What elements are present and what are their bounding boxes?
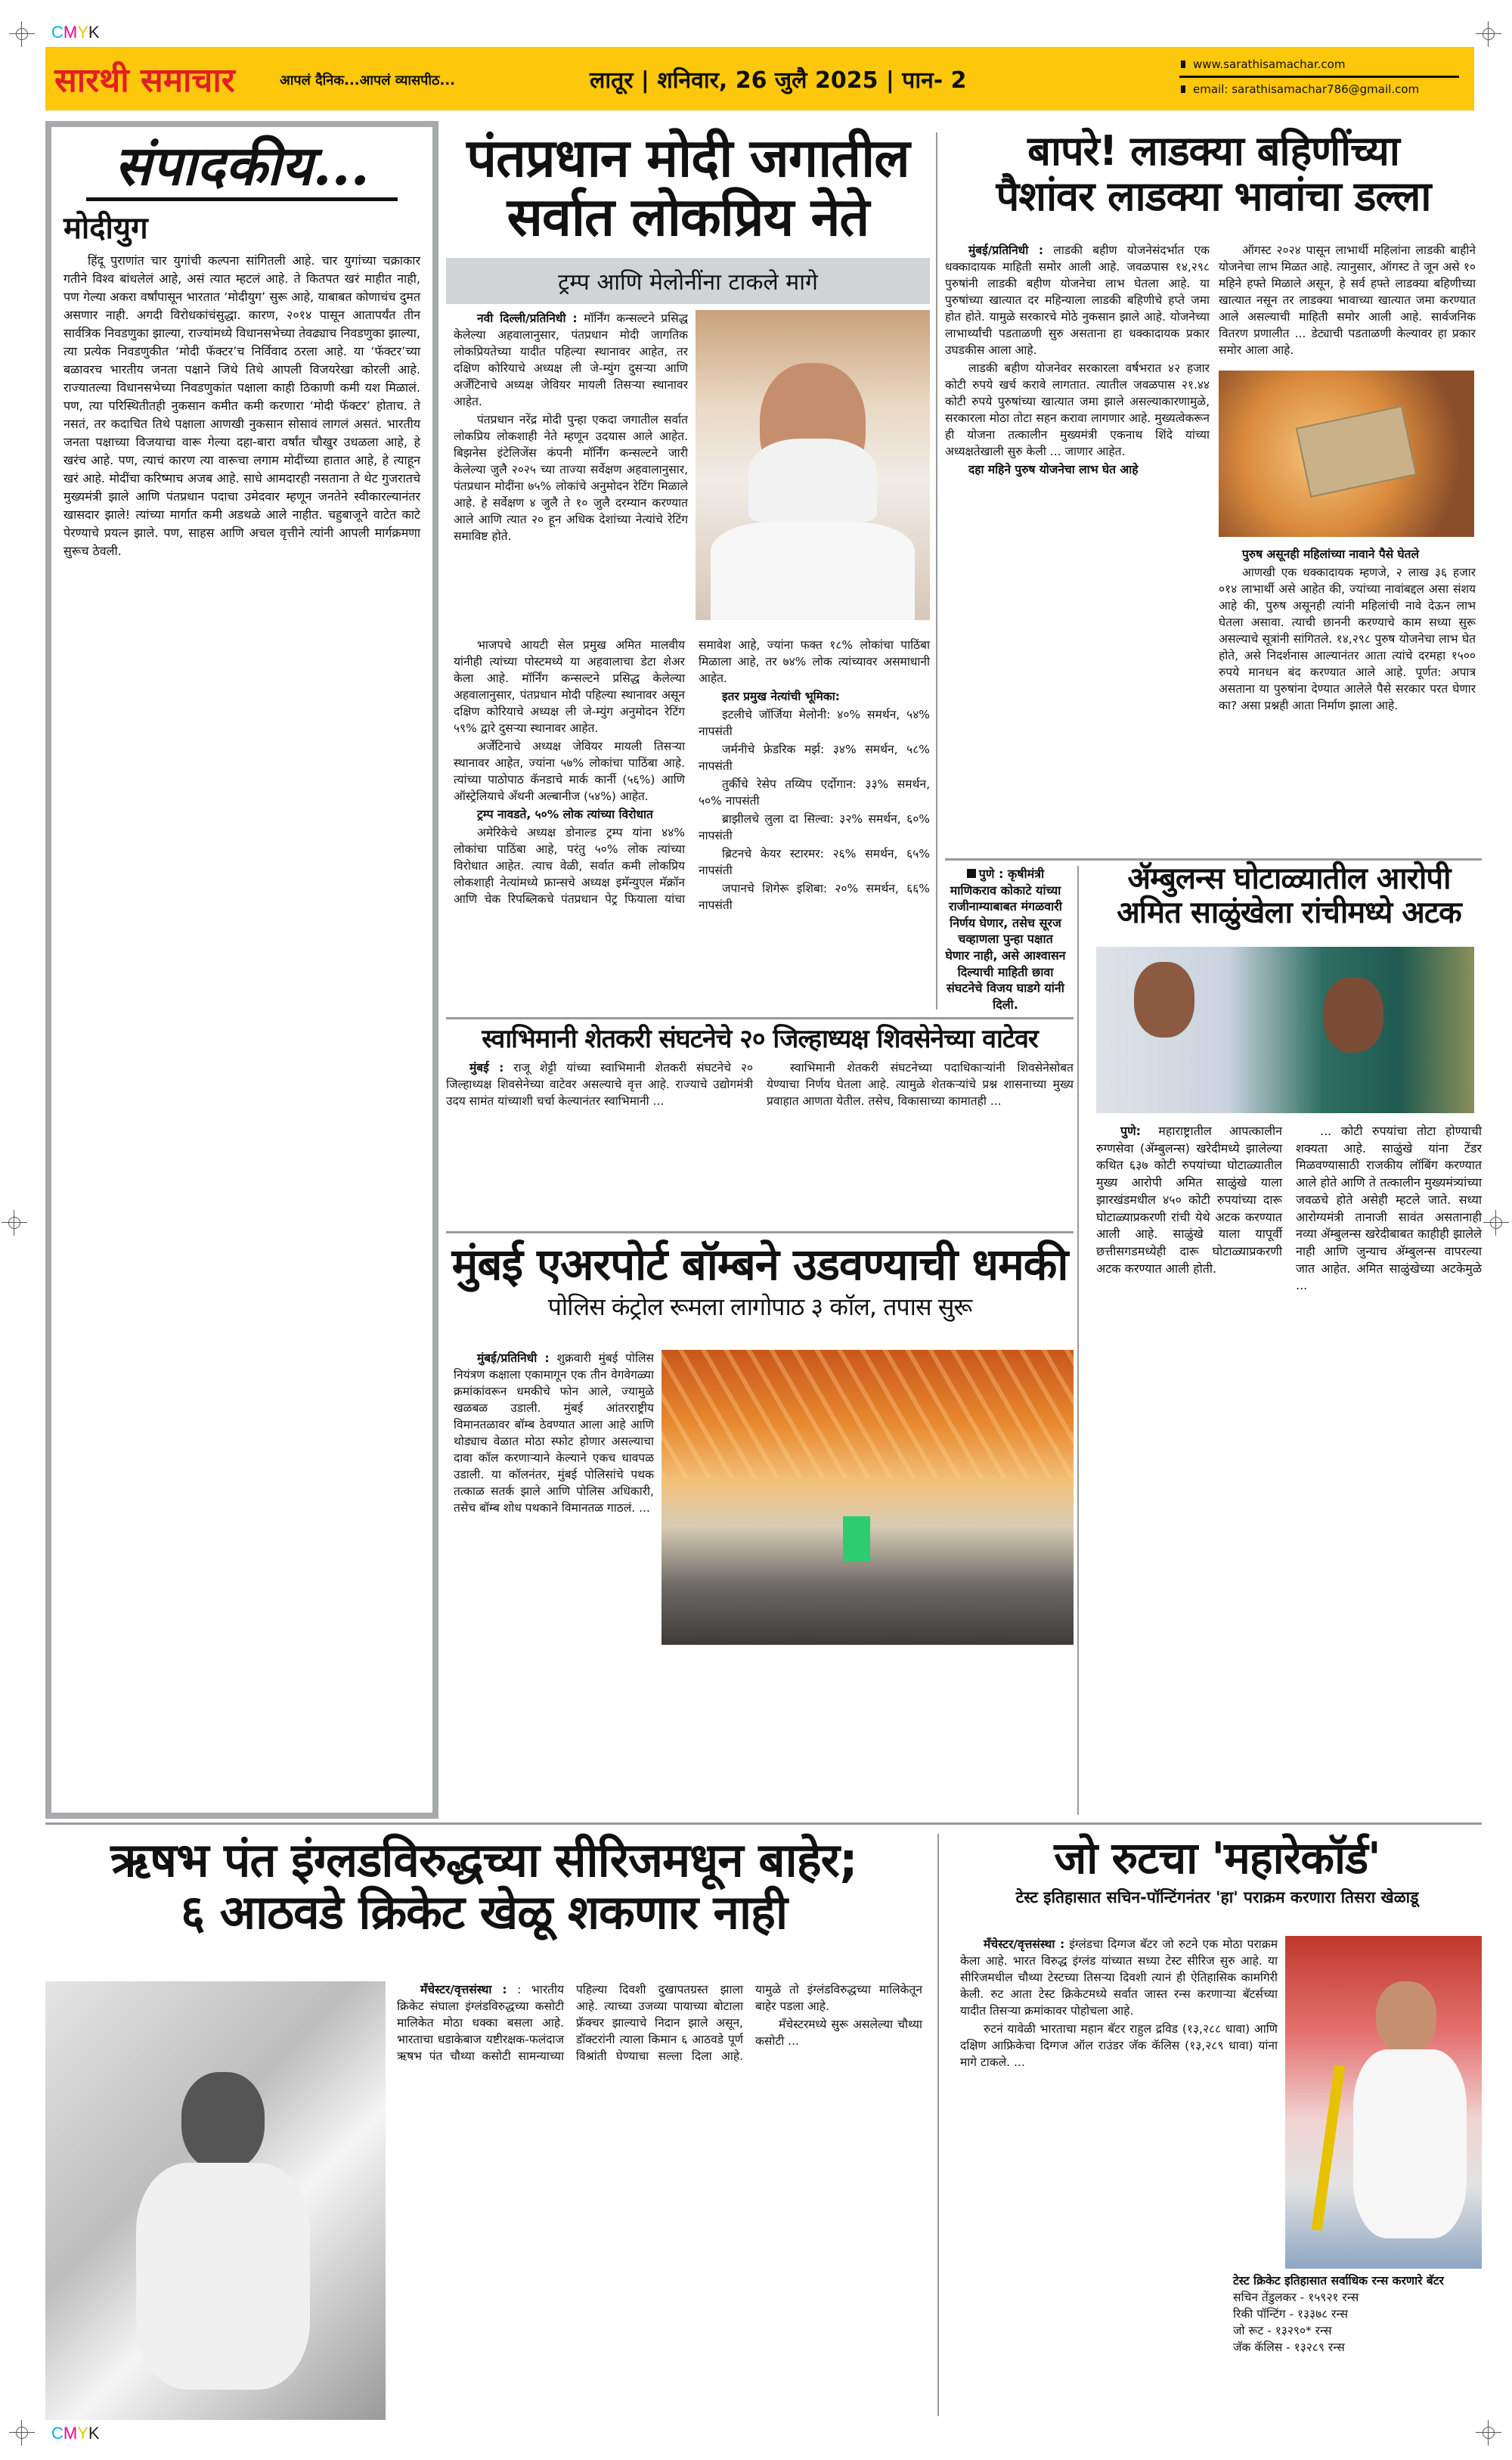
list-item: तुर्कीचे रेसेप तय्यिप एर्दोगान: ३३% समर्थन, ५०% नापसंती: [699, 777, 930, 808]
paragraph: ऑगस्ट २०२४ पासून लाभार्थी महिलांना लाडकी बाहीने योजनेचा लाभ मिळत आहे. त्यानुसार, ऑगस्ट ते जून असे १० महिने हफ्ते मिळाले असून, हे सर्व हफ्ते लाडक्या बहिणीच्या खात्यात नसून तर लाडक्या भावाच्या खात्यात जमा करण्यात आले असल्याची माहिती समोर आली आहे. सार्वजनिक वितरण प्रणालीत ... डेट्याची पडताळणी केल्यावर हा प्रकार समोर आला आहे.: [1219, 244, 1476, 357]
cmyk-strip: CMYK: [51, 23, 100, 42]
divider: [45, 1823, 1482, 1825]
article-airport-threat: [446, 1240, 1074, 1819]
paragraph: मँचेस्टर/वृत्तसंस्था : इंग्लंडचा दिग्गज बॅटर जो रुटने एक मोठा पराक्रम केला आहे. भारत विरुद्ध इंग्लंड यांच्यात सध्या टेस्ट सीरिज सुरु आहे. या सीरिजमधील चौथ्या टेस्टच्या तिसऱ्या दिवशी त्यानं ही ऐतिहासिक कामगिरी केली. रुट आता टेस्ट क्रिकेटमध्ये सर्वात जास्त रन्स करणाऱ्या बॅटर्सच्या यादीत तिसऱ्या क्रमांकावर पोहोचला आहे.: [960, 1937, 1278, 2018]
paragraph: अमेरिकेचे अध्यक्ष डोनाल्ड ट्रम्प यांना ४४% लोकांचा पाठिंबा आहे, परंतु ५०% लोक त्यांच्या विरोधात आहेत. त्याच वेळी, सर्वात कमी लोकप्रिय लोकशाही नेत्यांमध्ये फ्रान्सचे अध्यक्ष इमॅन्युएल मॅक्रॉन आणि चेक रिपब्लिकचे पंतप्रधान पेट्र फियाला यांचा समावेश आहे, ज्यांना फक्त १८% लोकांचा पाठिंबा मिळाला आहे, तर ७४% लोक त्यांच्यावर असमाधानी आहेत.: [454, 638, 930, 906]
paragraph: पंतप्रधान नरेंद्र मोदी पुन्हा एकदा जगातील सर्वात लोकप्रिय लोकशाही नेते म्हणून उदयास आले आहेत. बिझनेस इंटेलिजेंस कंपनी मॉर्निंग कन्सल्टने जारी केलेल्या जुलै २०२५ च्या ताज्या सर्वेक्षण अहवालानुसार, पंतप्रधान मोदींना ७५% लोकांचे अनुमोदन रेटिंग मिळाले आहे. हे सर्वेक्षण ४ जुलै ते १० जुलै दरम्यान करण्यात आले आणि त्यात २० हून अधिक देशांच्या नेत्यांचे रेटिंग समाविष्ट होते.: [454, 413, 688, 543]
section-title: संपादकीय...: [86, 135, 398, 201]
list-item: इटलीचे जॉर्जिया मेलोनी: ४०% समर्थन, ५४% नापसंती: [699, 708, 930, 738]
subheading: पुरुष असूनही महिलांच्या नावाने पैसे घेतले: [1242, 548, 1420, 561]
article-body-cols: [454, 637, 930, 1011]
article-body-col1: [454, 310, 688, 631]
subheadline: ट्रम्प आणि मेलोनींना टाकले मागे: [446, 258, 930, 304]
registration-mark: [1483, 1210, 1509, 1236]
article-body-col1: [945, 242, 1210, 855]
dateline: लातूर | शनिवार, 26 जुलै 2025 | पान- 2: [590, 67, 967, 94]
cmyk-strip: CMYK: [51, 2424, 100, 2443]
registration-mark: [9, 21, 35, 47]
list-item: ब्राझीलचे लुला दा सिल्वा: ३२% समर्थन, ६०% नापसंती: [699, 812, 930, 842]
masthead: [45, 47, 1474, 110]
article-body: [446, 1059, 1074, 1211]
headline: स्वाभिमानी शेतकरी संघटनेचे २० जिल्हाध्यक्ष शिवसेनेच्या वाटेवर: [482, 1024, 1038, 1054]
list-item: रिकी पॉन्टिंग - १३३७८ रन्स: [1233, 2307, 1348, 2321]
modi-photo: [696, 310, 930, 620]
headline: ॲम्बुलन्स घोटाळ्यातील आरोपी अमित साळुंखेला रांचीमध्ये अटक: [1117, 861, 1461, 930]
newspaper-logo: सारथी समाचार: [54, 61, 235, 100]
list-item: सचिन तेंडुलकर - १५९२१ रन्स: [1233, 2291, 1359, 2304]
bullet-icon: [967, 869, 976, 878]
article-body-col2: [1219, 242, 1476, 363]
paragraph: मुंबई : राजू शेट्टी यांच्या स्वाभिमानी शेतकरी संघटनेचे २० जिल्हाध्यक्ष शिवसेनेच्या वाटेवर असल्याचे वृत्त आहे. राज्याचे उद्योगमंत्री उदय सामंत यांच्याशी चर्चा केल्यानंतर स्वाभिमानी ...: [446, 1061, 754, 1109]
divider: [945, 858, 1482, 861]
paragraph: रुटनं यावेळी भारताचा महान बॅटर राहुल द्रविड (१३,२८८ धावा) आणि दक्षिण आफ्रिकेचा दिग्गज ऑल राउंडर जॅक कॅलिस (१३,२८९ धावा) यांना मागे टाकले. ...: [960, 2022, 1278, 2069]
article-body: [960, 1936, 1278, 2269]
registration-mark: [1476, 21, 1501, 47]
article-body-col1: [454, 1350, 654, 1645]
paragraph: लाडकी बहीण योजनेवर सरकारला वर्षभरात ४२ हजार कोटी रुपये खर्च करावे लागतात. त्यातील जवळपास २१.४४ कोटी रुपये पुरुषांच्या खात्यात जमा झाले असल्याकारणामुळे, सरकारला मोठा तोटा सहन करावा लागणार आहे. मुख्यत्वेकरून ही योजना तत्कालीन मुख्यमंत्री एकनाथ शिंदे यांच्या अध्यक्षतेखाली सुरु केली ... जाणार आहेत.: [945, 361, 1210, 458]
subheading: ट्रम्प नावडते, ५०% लोक त्यांच्या विरोधात: [477, 808, 653, 821]
subheadline: पोलिस कंट्रोल रूमला लागोपाठ ३ कॉल, तपास सुरू: [547, 1292, 972, 1321]
editorial-body: [64, 252, 420, 560]
subheadline: टेस्ट इतिहासात सचिन-पॉन्टिंगनंतर 'हा' पराक्रम करणारा तिसरा खेळाडू: [1015, 1888, 1419, 1906]
email-link[interactable]: email: sarathisamachar786@gmail.com: [1179, 79, 1459, 99]
headline: पंतप्रधान मोदी जगातील सर्वात लोकप्रिय नेते: [466, 127, 909, 249]
divider: [1179, 76, 1459, 78]
paragraph: अर्जेंटिनाचे अध्यक्ष जेवियर मायली तिसऱ्या स्थानावर आहेत, ज्यांना ५७% लोकांचा पाठिंबा आहे. त्यांच्या पाठोपाठ कॅनडाचे मार्क कार्नी (५६%) आणि ऑस्ट्रेलियाचे अँथनी अल्बानीज (५४%) आहेत.: [454, 740, 685, 803]
paragraph: मँचेस्टर/वृत्तसंस्था : : भारतीय क्रिकेट संघाला इंग्लंडविरुद्धच्या कसोटी मालिकेत मोठा धक्का बसला आहे. भारताचा धडाकेबाज यष्टीरक्षक-फलंदाज ऋषभ पंत चौथ्या कसोटी सामन्याच्या पहिल्या दिवशी दुखापतग्रस्त झाला आहे. त्याच्या उजव्या पायाच्या बोटाला फ्रॅक्चर झाल्याचे निदान झाले असून, डॉक्टरांनी त्याला किमान ६ आठवडे पूर्ण विश्रांती घेण्याचा सल्ला दिला आहे. यामुळे तो इंग्लंडविरुद्धच्या मालिकेतून बाहेर पडला आहे.: [397, 1983, 922, 2063]
website-link[interactable]: www.sarathisamachar.com: [1179, 54, 1459, 74]
article-body: [1096, 1123, 1482, 1815]
money-hands-photo: [1219, 371, 1474, 537]
stats-title: टेस्ट क्रिकेट इतिहासात सर्वाधिक रन्स करणारे बॅटर: [1233, 2274, 1444, 2288]
editorial-headline: मोदीयुग: [64, 210, 148, 246]
registration-mark: [1476, 2420, 1501, 2446]
column-divider: [936, 132, 937, 1010]
tagline: आपलं दैनिक...आपलं व्यासपीठ...: [280, 73, 456, 88]
article-ladki-bahin: [945, 129, 1482, 855]
article-swabhimani: [446, 1025, 1074, 1225]
paragraph: आणखी एक धक्कादायक म्हणजे, २ लाख ३६ हजार ०१४ लाभार्थी असे आहेत की, ज्यांच्या नावांबद्दल असा संशय आहे की, पुरुष असूनही त्यांनी महिलांची नावे देऊन लाभ घेतला असावा. त्याची छाननी करण्याचे काम सध्या सुरू असल्याचे सूत्रांनी सांगितले. १४,२९८ पुरुष योजनेचा लाभ घेत होते, असे निदर्शनास आल्यानंतर आता त्यांचे दरमहा १५०० रुपये मानधन बंद करण्यात आले आहे. पूर्णत: अपात्र असताना या पुरुषांना देण्यात आलेले पैसे सरकार परत घेणार का? असा प्रश्नही आता निर्माण झाला आहे.: [1219, 566, 1476, 712]
column-divider: [1077, 866, 1079, 1815]
paragraph: मुंबई/प्रतिनिधी : लाडकी बहीण योजनेसंदर्भात एक धक्कादायक माहिती समोर आली आहे. जवळपास १४,२९८ पुरुषांनी लाडकी बहीण योजनेचा लाभ घेतला आहे. या पुरुषांच्या खात्यात दर महिन्याला लाडकी बहिणीचे हप्ते जमा होत होते. यामुळे सरकारचे मोठे नुकसान झाले आहे. योजनेच्या लाभार्थ्यांची पडताळणी सुरु असताना हा धक्कादायक प्रकार उघडकीस आला आहे.: [945, 244, 1210, 357]
divider: [446, 1017, 1074, 1019]
news-brief-pune: पुणे : कृषीमंत्री माणिकराव कोकाटे यांच्या राजीनाम्याबाबत मंगळवारी निर्णय घेणार, तसेच सूरज चव्हाणला पुन्हा पक्षात घेणार नाही, असे आश्वासन दिल्याची माहिती छावा संघटनेचे विजय घाडगे यांनी दिली.: [945, 867, 1066, 1012]
paragraph: नवी दिल्ली/प्रतिनिधी : मॉर्निंग कन्सल्टने प्रसिद्ध केलेल्या अहवालानुसार, पंतप्रधान मोदी जागतिक लोकप्रियतेच्या यादीत पहिल्या स्थानावर आहेत, तर दक्षिण कोरियाचे अध्यक्ष ली जे-म्युंग दुसऱ्या आणि अर्जेंटिनाचे अध्यक्ष जेवियर मायली तिसऱ्या स्थानावर आहेत.: [454, 312, 688, 408]
paragraph: मुंबई/प्रतिनिधी : शुक्रवारी मुंबई पोलिस नियंत्रण कक्षाला एकामागून एक तीन वेगवेगळ्या क्रमांकांवरून धमकीचे फोन आले, ज्यामुळे खळबळ उडाली. मुंबई आंतरराष्ट्रीय विमानतळावर बॉम्ब ठेवण्यात आला आहे आणि थोड्याच वेळात मोठा स्फोट होणार असल्याचा दावा कॉल करणाऱ्याने केल्याने एकच धावपळ उडाली. या कॉलनंतर, मुंबई पोलिसांचे पथक तत्काळ सतर्क झाले आणि पोलिस अधिकारी, तसेच बॉम्ब शोध पथकाने विमानतळ गाठलं. ...: [454, 1351, 654, 1515]
headline: ऋषभ पंत इंग्लडविरुद्धच्या सीरिजमधून बाहेर; ६ आठवडे क्रिकेट खेळू शकणार नाही: [110, 1832, 857, 1940]
registration-mark: [2, 1210, 27, 1236]
list-item: ब्रिटनचे केयर स्टारमर: २६% समर्थन, ६५% नापसंती: [699, 847, 930, 877]
paragraph: ... कोटी रुपयांचा तोटा होण्याची शक्यता आहे. साळुंखे यांना टेंडर मिळवण्यासाठी राजकीय लॉबिंग करण्यात आले होते आणि ते तत्कालीन मुख्यमंत्र्यांच्या जवळचे होते असेही म्हटले जाते. सध्या आरोग्यमंत्री तानाजी सावंत असतानाही नव्या ॲम्बुलन्स खरेदीबाबत काहीही झालेले नाही आणि जुन्याच ॲम्बुलन्स वापरल्या जात आहेत. अमित साळुंखेच्या अटकेमुळे ...: [1296, 1124, 1482, 1293]
list-item: जर्मनीचे फ्रेडरिक मर्झ: ३४% समर्थन, ५८% नापसंती: [699, 743, 930, 773]
headline: बापरे! लाडक्या बहिणींच्या पैशांवर लाडक्या भावांचा डल्ला: [996, 127, 1431, 221]
subheading: इतर प्रमुख नेत्यांची भूमिका:: [722, 690, 840, 703]
article-body-col2b: [1219, 546, 1476, 856]
paragraph: स्वाभिमानी शेतकरी संघटनेच्या पदाधिकाऱ्यांनी शिवसेनेसोबत येण्याचा निर्णय घेतला आहे. त्यामुळे शेतकऱ्यांचे प्रश्न शासनाच्या मुख्य प्रवाहात आणता येतील. तसेच, विकासाच्या कामातही ...: [767, 1061, 1074, 1109]
article-pant: [45, 1834, 922, 2424]
paragraph: पुणे: महाराष्ट्रातील आपत्कालीन रुग्णसेवा (ॲम्बुलन्स) खरेदीमध्ये झालेल्या कथित ६३७ कोटी रुपयांच्या घोटाळ्यातील मुख्य आरोपी अमित साळुंखे याला झारखंडमधील ४५० कोटी रुपयांच्या दारू घोटाळ्याप्रकरणी रांची येथे अटक करण्यात आली आहे. साळुंखे याला यापूर्वी छत्तीसगडमध्येही दारू घोटाळ्याप्रकरणी अटक करण्यात आली होती.: [1096, 1124, 1282, 1276]
article-ambulance: [1096, 862, 1482, 1819]
list-item: जॅक कॅलिस - १३२८९ रन्स: [1233, 2341, 1345, 2354]
arrest-photo: [1096, 947, 1474, 1113]
top-run-scorers-list: [1210, 2272, 1482, 2416]
headline: मुंबई एअरपोर्ट बॉम्बने उडवण्याची धमकी: [451, 1239, 1068, 1290]
paragraph: मँचेस्टरमध्ये सुरू असलेल्या चौथ्या कसोटी ...: [755, 2018, 922, 2048]
registration-mark: [9, 2420, 35, 2446]
divider: [446, 1231, 1074, 1233]
subheading: दहा महिने पुरुष योजनेचा लाभ घेत आहे: [968, 463, 1139, 476]
airport-photo: [662, 1350, 1074, 1645]
editorial-column: [45, 121, 438, 1819]
contact-block: [1179, 54, 1459, 99]
list-item: जो रूट - १३२९०* रन्स: [1233, 2324, 1332, 2337]
list-item: जपानचे शिगेरू इशिबा: २०% समर्थन, ६६% नापसंती: [699, 882, 930, 912]
headline: जो रुटचा 'महारेकॉर्ड': [1054, 1832, 1380, 1884]
article-body: [397, 1981, 922, 2420]
paragraph: भाजपचे आयटी सेल प्रमुख अमित मालवीय यांनीही त्यांच्या पोस्टमध्ये या अहवालाचा डेटा शेअर केला आहे. मॉर्निंग कन्सल्टने प्रसिद्ध केलेल्या अहवालानुसार, पंतप्रधान मोदी पहिल्या स्थानावर असून दक्षिण कोरियाचे अध्यक्ष ली जे-म्युंग अनुमोदन रेटिंग ५९% द्वारे दुसऱ्या स्थानावर आहेत.: [454, 638, 685, 735]
root-photo: [1285, 1936, 1482, 2269]
article-modi: [446, 129, 930, 1013]
article-root: [953, 1834, 1482, 2424]
pant-photo: [45, 1981, 386, 2420]
paragraph: हिंदू पुराणांत चार युगांची कल्पना सांगितली आहे. चार युगांच्या चक्राकार गतीने विश्‍व बांधलेलं आहे, असं त्यात म्हटलं आहे. ते कितपत खरं माहीत नाही, पण गेल्या अकरा वर्षांपासून भारतात ‘मोदीयुग’ सुरू आहे, याबाबत कोणाचंच दुमत असणार नाही. अगदी विरोधकांचंसुद्धा. कारण, २०१४ पासून आतापर्यंत तीन सार्वत्रिक निवडणुका झाल्या, राज्यांमध्ये विधानसभेच्या तेवढ्याच निवडणुका झाल्या, त्या प्रत्येक निवडणुकीत ‘मोदी फॅक्टर’च निर्विवाद ठरला आहे. या ‘फॅक्टर’च्या बळावरच भारतीय जनता पक्षाने जिथे तिथे आपली विजयरेखा कोरली आहे. राज्यातल्या विधानसभेच्या निवडणुकांत पक्षाला काही ठिकाणी कमी यश मिळालं. पण, त्या परिस्थितीतही नुकसान कमीत कमी करणारा ‘मोदी फॅक्टर’ होताच. ते नसतं, तर कदाचित तिथे पक्षाला आणखी नुकसान सोसावं लागलं असतं. भारतीय जनता पक्षाच्या विजयाचा वारू गेल्या दहा-बारा वर्षांत चौखुर उधळला आहे, हे खरंच आहे. पण, त्याचं कारण त्या वारूचा लगाम मोदींच्या हातात आहे, हे त्याहून खरं आहे. मोदींचा करिष्माच अजब आहे. साधे आमदारही नसताना ते थेट गुजरातचे मुख्यमंत्री झाले आणि पंतप्रधान पदाचा उमेदवार म्हणून जनतेने स्वीकारल्यानंतर खासदार झाले! त्यांच्या मार्गात कमी अडथळे आले नाहीत. चहुबाजूने वाटेत काटे पेरण्याचे प्रयत्न झाले. पण, साहस आणि अचल वृत्तीने त्यांनी आपली मार्गक्रमणा सुरूच ठेवली.: [64, 253, 420, 558]
column-divider: [937, 1834, 939, 2416]
